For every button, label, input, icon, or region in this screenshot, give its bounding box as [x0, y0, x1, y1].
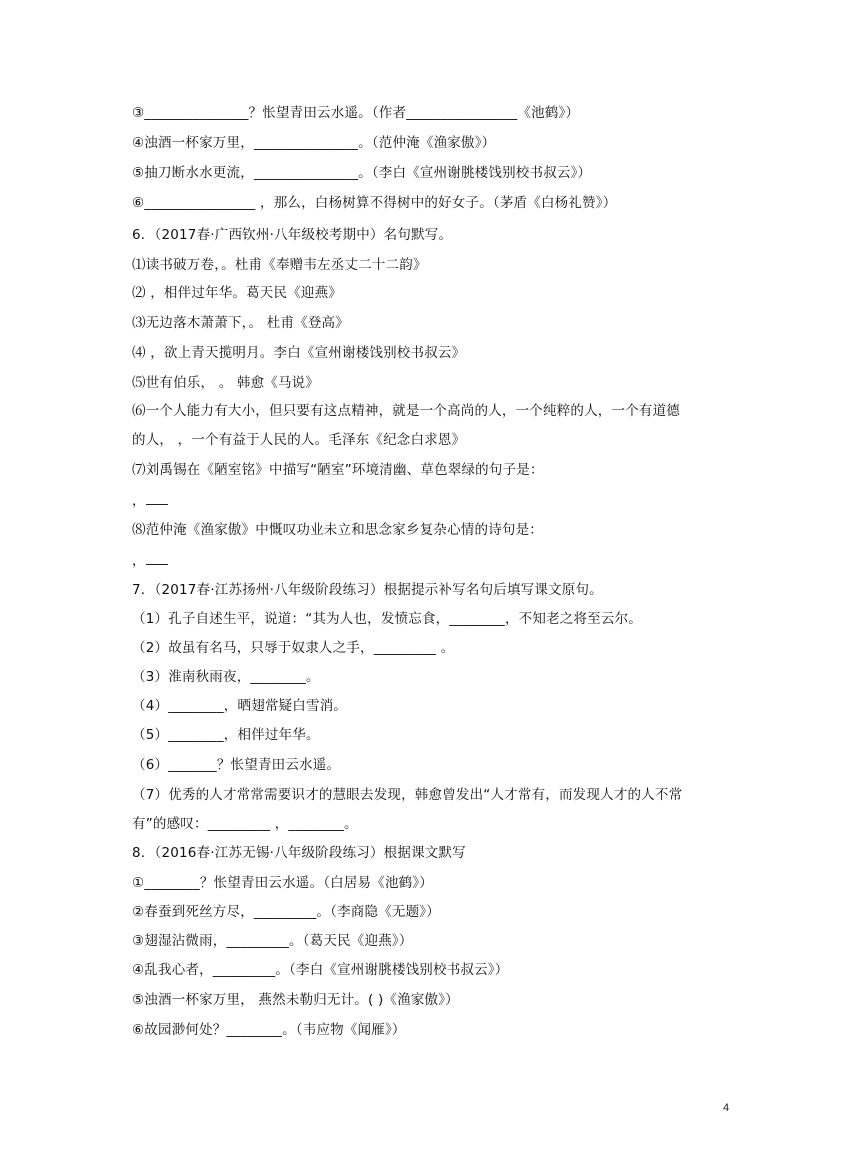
- text-line: 有”的感叹：_________ ，________。: [132, 816, 358, 832]
- question-heading: 7．（2017春·江苏扬州·八年级阶段练习）根据提示补写名句后填写课文原句。: [132, 582, 603, 598]
- text-line: （2）故虽有名马，只辱于奴隶人之手，_________ 。: [132, 640, 455, 656]
- text-line: （7）优秀的人才常常需要识才的慧眼去发现，韩愈曾发出“人才常有，而发现人才的人不常: [132, 787, 683, 803]
- text-line: ⑴读书破万卷，。杜甫《奉赠韦左丞丈二十二韵》: [132, 257, 427, 273]
- text-line: ⑻范仲淹《渔家傲》中慨叹功业未立和思念家乡复杂心情的诗句是：: [132, 522, 543, 538]
- text-line: ⑤浊酒一杯家万里， 燕然未勒归无计。( )《渔家傲》）: [132, 992, 459, 1008]
- text-line: ⑥故园渺何处？________。（韦应物《闻雁》）: [132, 1022, 406, 1038]
- answer-blank-line: ，: [132, 490, 168, 511]
- text-line: ⑸世有伯乐， 。 韩愈《马说》: [132, 375, 320, 391]
- text-line: ⑺刘禹锡在《陋室铭》中描写“陋室”环境清幽、草色翠绿的句子是：: [132, 462, 544, 478]
- text-line: ⑵ ，相伴过年华。葛天民《迎燕》: [132, 285, 342, 301]
- text-line: ⑥________________ ，那么，白杨树算不得树中的好女子。（茅盾《白杨礼赞》）: [132, 195, 617, 211]
- answer-blank: [146, 490, 168, 505]
- text-line: （6）_______？怅望青田云水遥。: [132, 757, 341, 773]
- answer-blank-line: ，: [132, 550, 168, 571]
- page-number: 4: [723, 1102, 730, 1114]
- text-line: ③_______________？怅望青田云水遥。（作者________________《池鹤》）: [132, 105, 580, 121]
- text-line: ⑹一个人能力有大小，但只要有这点精神，就是一个高尚的人，一个纯粹的人，一个有道德: [132, 403, 680, 419]
- text-line: ③翅湿沾微雨，_________。（葛天民《迎燕》）: [132, 933, 413, 949]
- text-line: ④乱我心者，_________。（李白《宣州谢朓楼饯别校书叔云》）: [132, 962, 509, 978]
- text-line: （4）________，晒翅常疑白雪消。: [132, 698, 348, 714]
- question-heading: 6．（2017春·广西钦州·八年级校考期中）名句默写。: [132, 227, 453, 243]
- text-line: （1）孔子自述生平，说道：“其为人也，发愤忘食，________，不知老之将至云尔。: [132, 611, 642, 627]
- text-line: ⑷ ，欲上青天揽明月。李白《宣州谢楼饯别校书叔云》: [132, 345, 466, 361]
- text-line: （5）________，相伴过年华。: [132, 727, 320, 743]
- text-line: （3）淮南秋雨夜，________。: [132, 669, 320, 685]
- question-heading: 8．（2016春·江苏无锡·八年级阶段练习）根据课文默写: [132, 845, 466, 861]
- answer-blank: [146, 550, 168, 565]
- text-line: ④浊酒一杯家万里，_______________。（范仲淹《渔家傲》）: [132, 135, 496, 151]
- text-line: 的人， ，一个有益于人民的人。毛泽东《纪念白求恩》: [132, 432, 466, 448]
- text-line: ②春蚕到死丝方尽，_________。（李商隐《无题》）: [132, 904, 440, 920]
- text-line: ①________？怅望青田云水遥。（白居易《池鹤》）: [132, 875, 434, 891]
- text-line: ⑤抽刀断水水更流，_______________。（李白《宣州谢朓楼饯别校书叔云》）: [132, 165, 592, 181]
- text-line: ⑶无边落木萧萧下，。 杜甫《登高》: [132, 315, 349, 331]
